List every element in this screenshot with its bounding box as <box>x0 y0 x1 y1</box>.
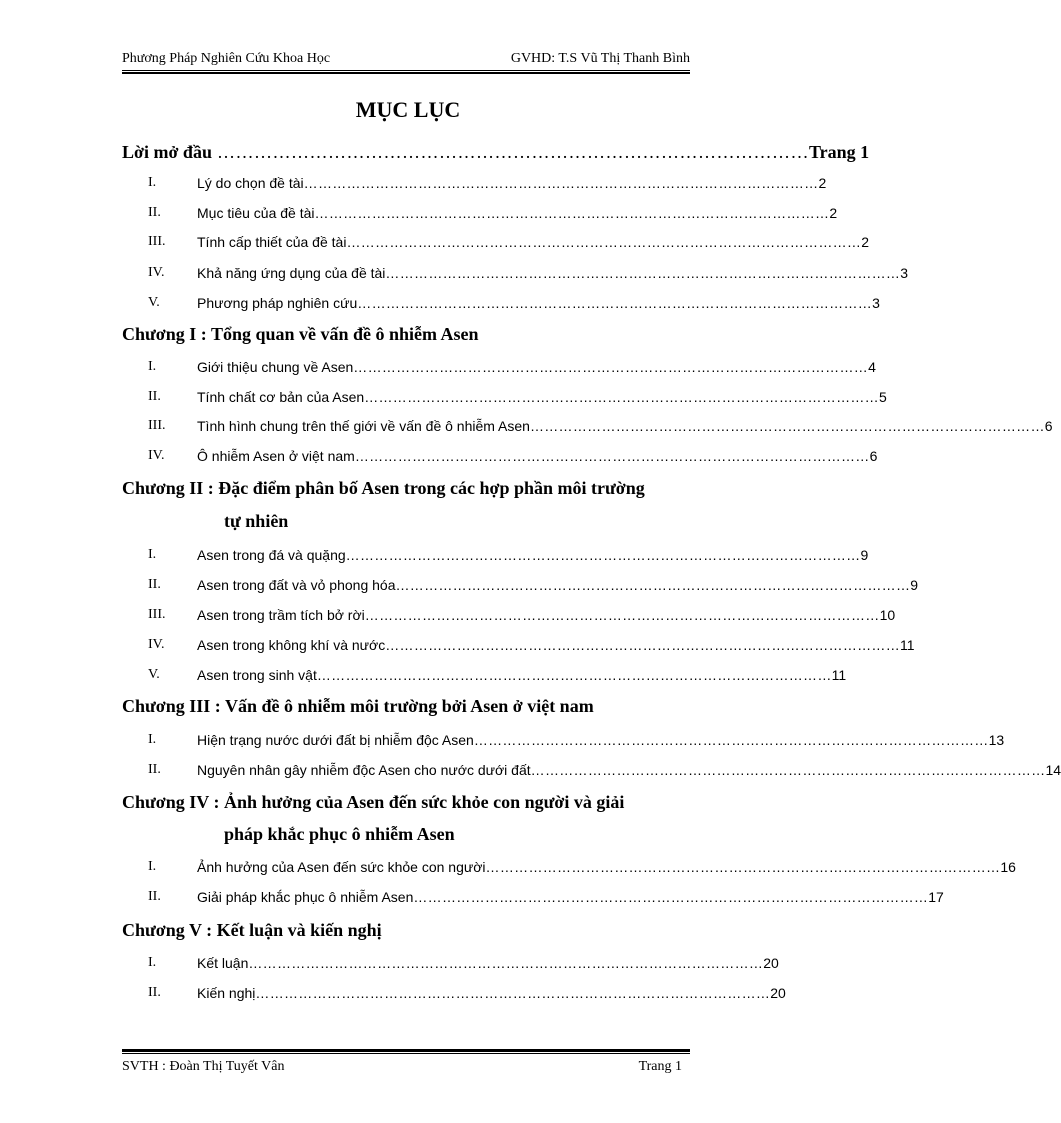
page-title: MỤC LỤC <box>355 97 461 122</box>
toc-item-label: Hiện trạng nước dưới đất bị nhiễm độc Asen <box>197 732 474 748</box>
toc-leader-dots: ……………………………………………………………………………………………… <box>364 389 879 405</box>
toc-item-page: 6 <box>869 448 878 464</box>
toc-leader-dots: ……………………………………………………………………………………………… <box>346 234 862 250</box>
toc-item-label: Ảnh hưởng của Asen đến sức khỏe con người <box>197 859 486 875</box>
toc-leader-dots: ……………………………………………………………………………………………… <box>248 955 764 971</box>
toc-item-page: 4 <box>868 359 876 375</box>
toc-item-page: 5 <box>879 389 887 405</box>
toc-item-number: IV. <box>148 265 165 280</box>
toc-leader-dots: ……………………………………………………………………………………………… <box>485 859 1001 875</box>
toc-item-label: Tính chất cơ bản của Asen <box>197 389 365 405</box>
toc-item-page: 13 <box>988 732 1005 748</box>
toc-item-page: 2 <box>818 175 827 191</box>
toc-item-number: V. <box>148 667 160 682</box>
toc-item-number: III. <box>148 418 166 433</box>
toc-item-number: I. <box>148 175 157 190</box>
toc-intro-label: Lời mở đầu <box>122 142 212 162</box>
toc-item-label: Nguyên nhân gây nhiễm độc Asen cho nước dưới đất <box>197 762 531 778</box>
toc-item-number: III. <box>148 607 166 622</box>
toc-item-number: I. <box>148 732 157 747</box>
toc-item-label: Asen trong đất và vỏ phong hóa <box>197 577 396 593</box>
toc-item-page: 9 <box>860 547 869 563</box>
toc-item-page: 16 <box>1000 859 1016 875</box>
toc-item-label: Asen trong không khí và nước <box>197 637 386 653</box>
toc-chapter-title-continued[interactable]: tự nhiên <box>224 511 289 531</box>
toc-item-number: II. <box>148 389 161 404</box>
toc-chapter-title[interactable]: Chương II : Đặc điểm phân bố Asen trong các hợp phần môi trường <box>122 478 645 498</box>
toc-leader-dots: ……………………………………………………………………………………………… <box>255 985 771 1001</box>
toc-intro-page: Trang 1 <box>808 142 870 162</box>
toc-item-number: III. <box>148 234 166 249</box>
toc-item-label: Asen trong sinh vật <box>197 667 317 683</box>
footer-page-number: Trang 1 <box>638 1059 682 1074</box>
header-supervisor: GVHD: T.S Vũ Thị Thanh Bình <box>510 51 690 66</box>
toc-leader-dots: ……………………………………………………………………………………………… <box>473 732 989 748</box>
toc-leader-dots: ……………………………………………………………………………………………… <box>530 762 1046 778</box>
toc-leader-dots: ……………………………………………………………………………………………… <box>314 205 830 221</box>
toc-item-label: Kiến nghị <box>197 985 256 1001</box>
toc-leader-dots: ……………………………………………………………………………………………… <box>303 175 819 191</box>
toc-item-page: 10 <box>879 607 896 623</box>
page-footer <box>122 1058 682 1076</box>
toc-intro-entry[interactable] <box>122 140 870 164</box>
toc-item-page: 20 <box>770 985 786 1001</box>
toc-item-number: V. <box>148 295 160 310</box>
toc-item-page: 14 <box>1045 762 1061 778</box>
toc-item-number: II. <box>148 577 161 592</box>
toc-leader-dots: …………………………………………………………………………………… <box>211 142 809 162</box>
toc-item-number: I. <box>148 859 157 874</box>
toc-item-page: 2 <box>829 205 838 221</box>
toc-item-label: Ô nhiễm Asen ở việt nam <box>197 448 355 464</box>
toc-item-label: Kết luận <box>197 955 249 971</box>
footer-divider <box>122 1049 690 1054</box>
toc-chapter-title[interactable]: Chương IV : Ảnh hưởng của Asen đến sức khỏe con người và giải <box>122 792 625 812</box>
toc-item-label: Giới thiệu chung về Asen <box>197 359 354 375</box>
toc-item-page: 11 <box>900 637 915 653</box>
toc-item-label: Mục tiêu của đề tài <box>197 205 315 221</box>
toc-item-number: II. <box>148 889 161 904</box>
toc-chapter-title[interactable]: Chương V : Kết luận và kiến nghị <box>122 920 382 940</box>
toc-item-label: Asen trong đá và quặng <box>197 547 346 563</box>
toc-item-label: Khả năng ứng dụng của đề tài <box>197 265 386 281</box>
toc-leader-dots: ……………………………………………………………………………………………… <box>316 667 832 683</box>
toc-item-number: I. <box>148 955 157 970</box>
toc-item-page: 11 <box>831 667 847 683</box>
toc-item-number: IV. <box>148 637 165 652</box>
toc-leader-dots: ……………………………………………………………………………………………… <box>529 418 1045 434</box>
toc-item-label: Tình hình chung trên thế giới về vấn đề ô nhiễm Asen <box>197 418 530 434</box>
toc-item-number: II. <box>148 985 161 1000</box>
toc-leader-dots: ……………………………………………………………………………………………… <box>395 577 911 593</box>
toc-item-number: I. <box>148 547 157 562</box>
toc-item-label: Tính cấp thiết của đề tài <box>197 234 347 250</box>
toc-item-number: IV. <box>148 448 165 463</box>
toc-item-page: 17 <box>928 889 944 905</box>
toc-item-label: Phương pháp nghiên cứu <box>197 295 358 311</box>
toc-leader-dots: ……………………………………………………………………………………………… <box>353 359 869 375</box>
toc-item-number: I. <box>148 359 157 374</box>
toc-item-page: 3 <box>872 295 880 311</box>
toc-item-page: 2 <box>861 234 870 250</box>
toc-item-page: 9 <box>910 577 919 593</box>
toc-item-number: II. <box>148 762 161 777</box>
toc-leader-dots: ……………………………………………………………………………………………… <box>364 607 880 623</box>
toc-chapter-title[interactable]: Chương I : Tổng quan về vấn đề ô nhiễm Asen <box>122 324 479 344</box>
toc-item-page: 20 <box>763 955 779 971</box>
toc-chapter-title-continued[interactable]: pháp khắc phục ô nhiễm Asen <box>224 824 455 844</box>
toc-item-page: 6 <box>1044 418 1053 434</box>
header-course-title: Phương Pháp Nghiên Cứu Khoa Học <box>122 51 331 66</box>
toc-item-label: Lý do chọn đề tài <box>197 175 304 191</box>
footer-author: SVTH : Đoàn Thị Tuyết Vân <box>122 1059 285 1074</box>
toc-leader-dots: ……………………………………………………………………………………………… <box>385 265 901 281</box>
toc-leader-dots: ……………………………………………………………………………………………… <box>354 448 870 464</box>
toc-leader-dots: ……………………………………………………………………………………………… <box>345 547 861 563</box>
header-divider <box>122 70 690 74</box>
toc-item-label: Giải pháp khắc phục ô nhiễm Asen <box>197 889 414 905</box>
toc-item-page: 3 <box>900 265 909 281</box>
toc-item-label: Asen trong trầm tích bở rời <box>197 607 365 623</box>
page-header <box>122 50 690 68</box>
toc-leader-dots: ……………………………………………………………………………………………… <box>357 295 873 311</box>
toc-item-number: II. <box>148 205 161 220</box>
toc-leader-dots: ……………………………………………………………………………………………… <box>413 889 929 905</box>
toc-chapter-title[interactable]: Chương III : Vấn đề ô nhiễm môi trường bởi Asen ở việt nam <box>122 696 594 716</box>
toc-leader-dots: ……………………………………………………………………………………………… <box>385 637 901 653</box>
